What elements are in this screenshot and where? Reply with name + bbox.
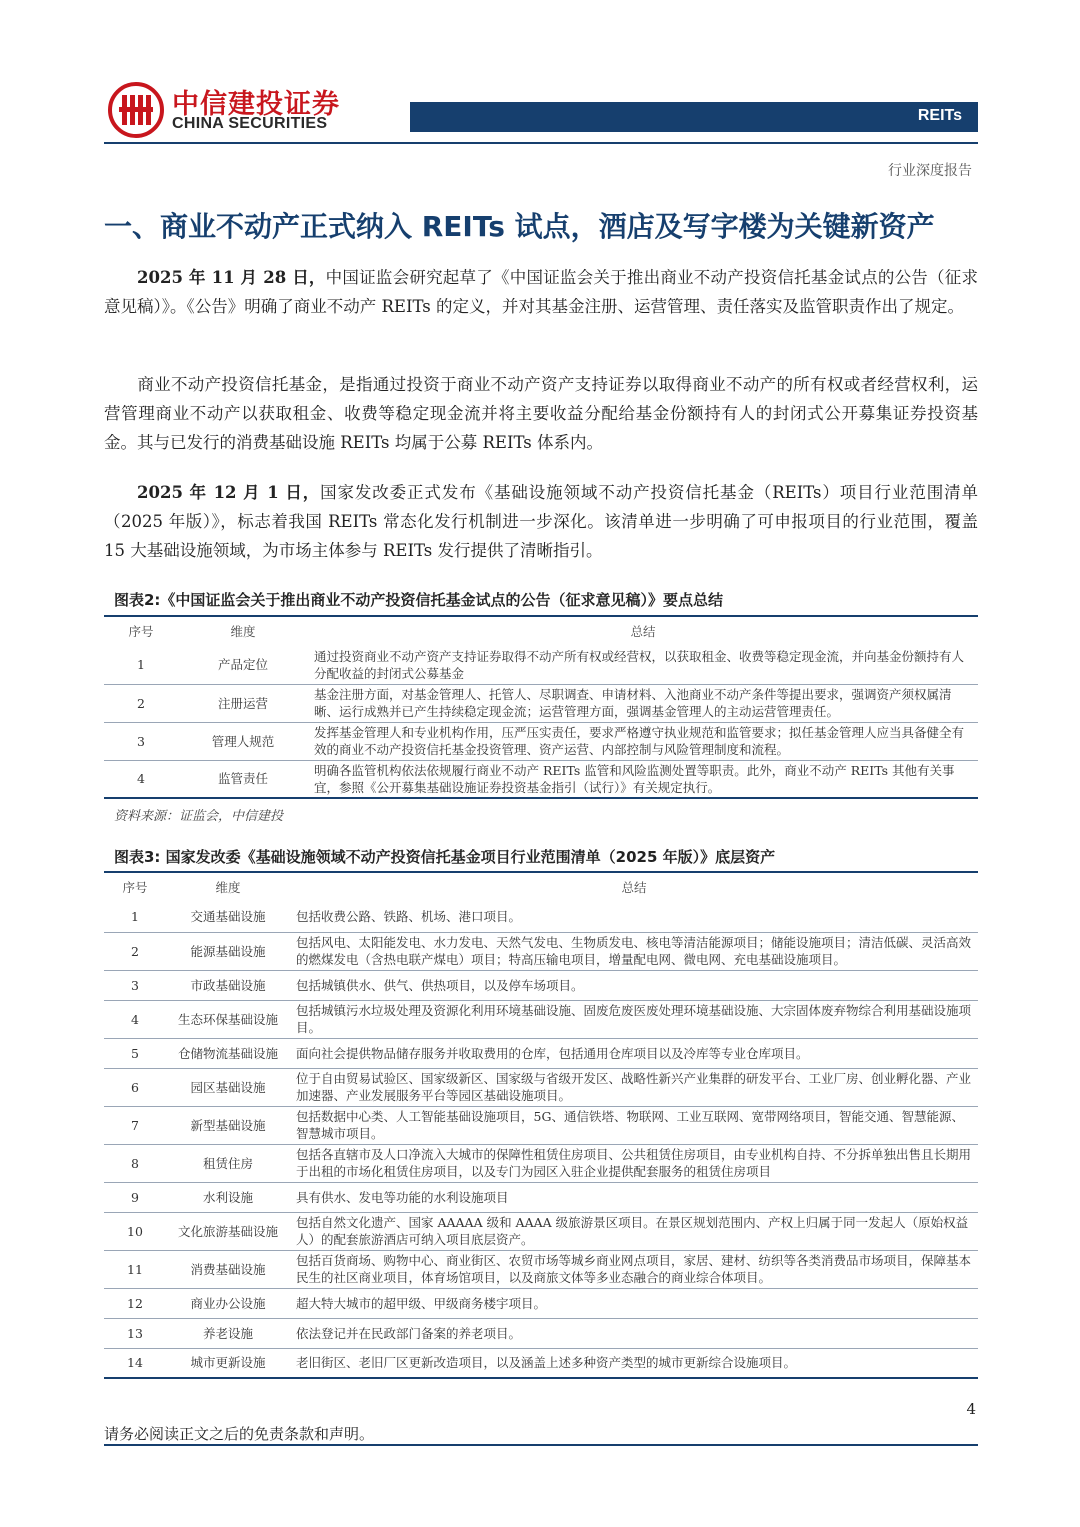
row-no: 1 (104, 646, 178, 684)
table-row (104, 1318, 978, 1348)
row-dimension: 租赁住房 (166, 1144, 290, 1182)
table-header-row (104, 872, 978, 902)
table-row (104, 970, 978, 1000)
table-row (104, 1038, 978, 1068)
row-no: 1 (104, 902, 166, 932)
row-summary: 包括百货商场、购物中心、商业街区、农贸市场等城乡商业网点项目，家居、建材、纺织等各类消费品市场项目，保障基本民生的社区商业项目，体育场馆项目，以及商旅文体等多业态融合的商业综合体项目。 (290, 1250, 978, 1288)
paragraph-2-text: 商业不动产投资信托基金，是指通过投资于商业不动产资产支持证券以取得商业不动产的所有权或者经营权利，运营管理商业不动产以获取租金、收费等稳定现金流并将主要收益分配给基金份额持有人的封闭式公开募集证券投资基金。其与已发行的消费基础设施 REITs 均属于公募 REITs 体系内。 (104, 375, 978, 452)
row-summary: 包括收费公路、铁路、机场、港口项目。 (290, 902, 978, 932)
row-summary: 超大特大城市的超甲级、甲级商务楼宇项目。 (290, 1288, 978, 1318)
china-securities-logo-icon (108, 82, 164, 138)
report-type: 行业深度报告 (888, 163, 972, 179)
section-title: 一、商业不动产正式纳入 REITs 试点，酒店及写字楼为关键新资产 (104, 210, 935, 243)
page-number: 4 (966, 1400, 976, 1418)
row-no: 9 (104, 1182, 166, 1212)
row-no: 11 (104, 1250, 166, 1288)
row-dimension: 园区基础设施 (166, 1068, 290, 1106)
row-dimension: 生态环保基础设施 (166, 1000, 290, 1038)
row-no: 3 (104, 722, 178, 760)
table-row (104, 1106, 978, 1144)
figure3-title: 图表3: 国家发改委《基础设施领域不动产投资信托基金项目行业范围清单（2025 年版）》底层资产 (114, 848, 776, 866)
row-summary: 位于自由贸易试验区、国家级新区、国家级与省级开发区、战略性新兴产业集群的研发平台、工业厂房、创业孵化器、产业加速器、产业发展服务平台等园区基础设施项目。 (290, 1068, 978, 1106)
table-row (104, 1182, 978, 1212)
row-summary: 包括城镇污水垃圾处理及资源化利用环境基础设施、固废危废医废处理环境基础设施、大宗固体废弃物综合利用基础设施项目。 (290, 1000, 978, 1038)
row-summary: 老旧街区、老旧厂区更新改造项目，以及涵盖上述多种资产类型的城市更新综合设施项目。 (296, 1355, 797, 1371)
row-summary: 包括各直辖市及人口净流入大城市的保障性租赁住房项目、公共租赁住房项目，由专业机构自持、不分拆单独出售且长期用于出租的市场化租赁住房项目，以及专门为园区入驻企业提供配套服务的租赁住房项目 (290, 1144, 978, 1182)
row-dimension: 商业办公设施 (166, 1288, 290, 1318)
table-row (104, 1212, 978, 1250)
row-dimension: 能源基础设施 (166, 932, 290, 970)
row-summary: 包括城镇供水、供气、供热项目，以及停车场项目。 (290, 970, 978, 1000)
table-row (104, 932, 978, 970)
row-summary: 明确各监管机构依法依规履行商业不动产 REITs 监管和风险监测处置等职责。此外，商业不动产 REITs 其他有关事宜，参照《公开募集基础设施证券投资基金指引（试行）》有关规定执行。 (314, 762, 955, 795)
row-dimension: 管理人规范 (178, 722, 308, 760)
brand-name-en: CHINA SECURITIES (172, 115, 328, 132)
table-row (104, 1000, 978, 1038)
table-row (104, 1144, 978, 1182)
table-row (104, 902, 978, 932)
row-dimension: 仓储物流基础设施 (166, 1038, 290, 1068)
figure2-source: 资料来源：证监会，中信建投 (114, 809, 284, 824)
row-dimension: 产品定位 (178, 646, 308, 684)
header-dimension: 维度 (215, 880, 241, 895)
table-row (104, 1068, 978, 1106)
header-summary: 总结 (630, 624, 656, 639)
header-no: 序号 (128, 624, 154, 639)
row-dimension: 文化旅游基础设施 (166, 1212, 290, 1250)
row-no: 8 (104, 1144, 166, 1182)
row-no: 5 (104, 1038, 166, 1068)
row-dimension: 水利设施 (166, 1182, 290, 1212)
category-label: REITs (917, 107, 962, 124)
row-dimension: 新型基础设施 (166, 1106, 290, 1144)
row-no: 10 (104, 1212, 166, 1250)
figure3-table (104, 871, 978, 1379)
row-summary: 包括风电、太阳能发电、水力发电、天然气发电、生物质发电、核电等清洁能源项目；储能设施项目；清洁低碳、灵活高效的燃煤发电（含热电联产煤电）项目；特高压输电项目，增量配电网、微电网、充电基础设施项目。 (290, 932, 978, 970)
row-no: 7 (104, 1106, 166, 1144)
row-dimension: 交通基础设施 (166, 902, 290, 932)
row-no: 2 (104, 932, 166, 970)
row-no: 3 (104, 970, 166, 1000)
paragraph-1-lead: 2025 年 11 月 28 日， (137, 268, 326, 287)
row-no: 4 (104, 1000, 166, 1038)
paragraph-1-text: 中国证监会研究起草了《中国证监会关于推出商业不动产投资信托基金试点的公告（征求意见稿）》。《公告》明确了商业不动产 REITs 的定义，并对其基金注册、运营管理、责任落实及监管职责作出了规定。 (104, 268, 979, 316)
table-header-row (104, 616, 978, 646)
row-no: 14 (127, 1355, 143, 1371)
header-summary: 总结 (621, 880, 647, 895)
paragraph-3 (104, 478, 978, 565)
row-no: 2 (104, 684, 178, 722)
row-no: 13 (104, 1318, 166, 1348)
category-banner (410, 102, 978, 132)
row-summary: 面向社会提供物品储存服务并收取费用的仓库，包括通用仓库项目以及冷库等专业仓库项目。 (290, 1038, 978, 1068)
figure2-title: 图表2:《中国证监会关于推出商业不动产投资信托基金试点的公告（征求意见稿）》要点总结 (114, 591, 723, 609)
table-row (104, 1250, 978, 1288)
table-row (104, 760, 978, 798)
row-no: 12 (104, 1288, 166, 1318)
brand-name-cn: 中信建投证券 (172, 89, 340, 120)
paragraph-1 (104, 263, 978, 321)
table-row (104, 1288, 978, 1318)
row-summary: 发挥基金管理人和专业机构作用，压严压实责任，要求严格遵守执业规范和监管要求；拟任基金管理人应当具备健全有效的商业不动产投资信托基金投资管理、资产运营、内部控制与风险管理制度和流程。 (308, 722, 978, 760)
row-summary: 包括自然文化遗产、国家 AAAAA 级和 AAAA 级旅游景区项目。在景区规划范围内、产权上归属于同一发起人（原始权益人）的配套旅游酒店可纳入项目底层资产。 (290, 1212, 978, 1250)
row-dimension: 养老设施 (166, 1318, 290, 1348)
header-divider (104, 142, 978, 144)
table-row (104, 684, 978, 722)
header-dimension: 维度 (230, 624, 256, 639)
paragraph-3-text: 国家发改委正式发布《基础设施领域不动产投资信托基金（REITs）项目行业范围清单（2025 年版）》，标志着我国 REITs 常态化发行机制进一步深化。该清单进一步明确了可申报项目的行业范围，覆盖 15 大基础设施领域，为市场主体参与 REITs 发行提供了清晰指引。 (104, 483, 978, 560)
figure2-table (104, 615, 978, 799)
row-summary: 依法登记并在民政部门备案的养老项目。 (290, 1318, 978, 1348)
row-dimension: 消费基础设施 (166, 1250, 290, 1288)
paragraph-3-lead: 2025 年 12 月 1 日， (137, 483, 321, 502)
disclaimer: 请务必阅读正文之后的免责条款和声明。 (104, 1425, 375, 1443)
row-no: 6 (104, 1068, 166, 1106)
row-dimension: 监管责任 (217, 771, 268, 787)
row-dimension: 市政基础设施 (166, 970, 290, 1000)
table-row (104, 646, 978, 684)
header-no: 序号 (122, 880, 148, 895)
row-dimension: 注册运营 (178, 684, 308, 722)
footer-divider (104, 1444, 978, 1446)
row-no: 4 (137, 771, 145, 787)
row-summary: 包括数据中心类、人工智能基础设施项目，5G、通信铁塔、物联网、工业互联网、宽带网络项目，智能交通、智慧能源、智慧城市项目。 (290, 1106, 978, 1144)
paragraph-2 (104, 370, 978, 457)
row-summary: 基金注册方面，对基金管理人、托管人、尽职调查、申请材料、入池商业不动产条件等提出要求，强调资产须权属清晰、运行成熟并已产生持续稳定现金流；运营管理方面，强调基金管理人的主动运营管理责任。 (308, 684, 978, 722)
row-summary: 具有供水、发电等功能的水利设施项目 (290, 1182, 978, 1212)
table-row (104, 1348, 978, 1378)
table-row (104, 722, 978, 760)
row-dimension: 城市更新设施 (190, 1355, 266, 1371)
row-summary: 通过投资商业不动产资产支持证券取得不动产所有权或经营权，以获取租金、收费等稳定现金流，并向基金份额持有人分配收益的封闭式公募基金 (308, 646, 978, 684)
